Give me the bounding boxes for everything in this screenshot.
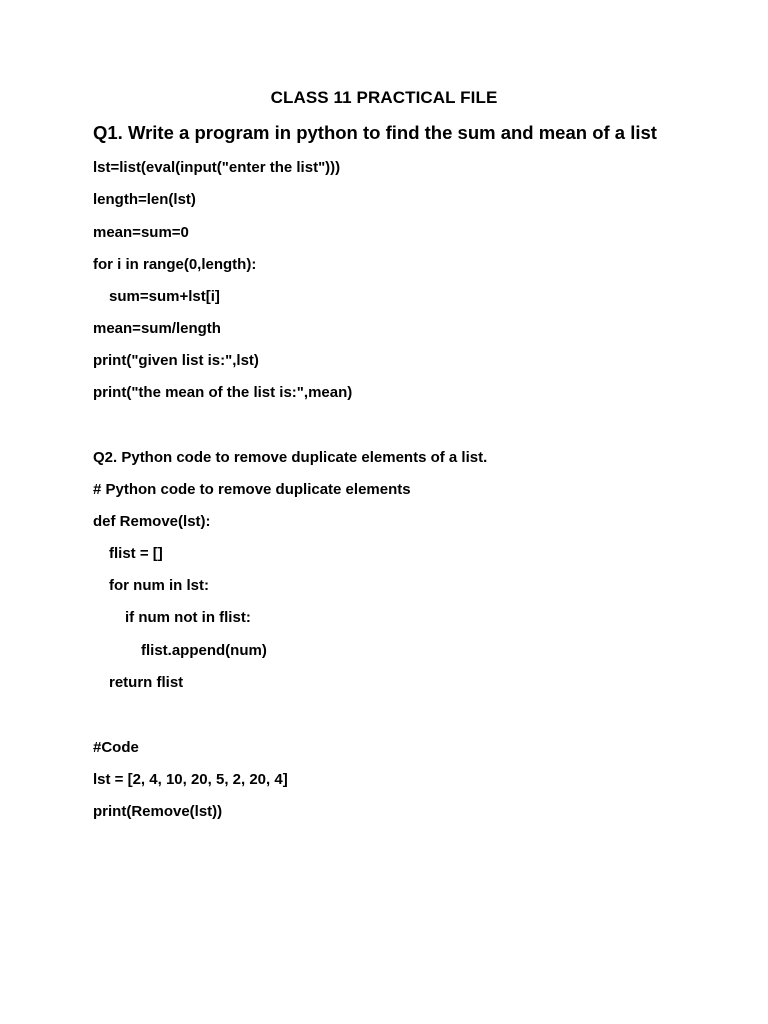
q2-driver-line: lst = [2, 4, 10, 20, 5, 2, 20, 4] [93, 771, 288, 788]
q2-code-line: if num not in flist: [125, 609, 251, 626]
q1-code-line: lst=list(eval(input("enter the list"))) [93, 159, 341, 176]
q2-code-line: return flist [109, 674, 184, 691]
q2-driver-line: print(Remove(lst)) [93, 803, 223, 820]
q1-code-line: mean=sum/length [93, 320, 221, 337]
q2-code-line: flist = [] [109, 545, 163, 562]
q2-code-line: flist.append(num) [141, 642, 267, 659]
document-title: CLASS 11 PRACTICAL FILE [270, 88, 498, 107]
q2-driver-line: #Code [93, 739, 139, 756]
q1-code-line: for i in range(0,length): [93, 256, 257, 273]
q2-heading: Q2. Python code to remove duplicate elements of a list. [93, 449, 488, 466]
q2-code-line: def Remove(lst): [93, 513, 211, 530]
q1-code-line: mean=sum=0 [93, 224, 189, 241]
q2-code-line: for num in lst: [109, 577, 209, 594]
q2-code-line: # Python code to remove duplicate elements [93, 481, 411, 498]
q1-code-line: sum=sum+lst[i] [109, 288, 220, 305]
q1-heading: Q1. Write a program in python to find the sum and mean of a list [93, 122, 657, 143]
q1-code-line: length=len(lst) [93, 191, 196, 208]
q1-code-line: print("the mean of the list is:",mean) [93, 384, 353, 401]
q1-code-line: print("given list is:",lst) [93, 352, 259, 369]
